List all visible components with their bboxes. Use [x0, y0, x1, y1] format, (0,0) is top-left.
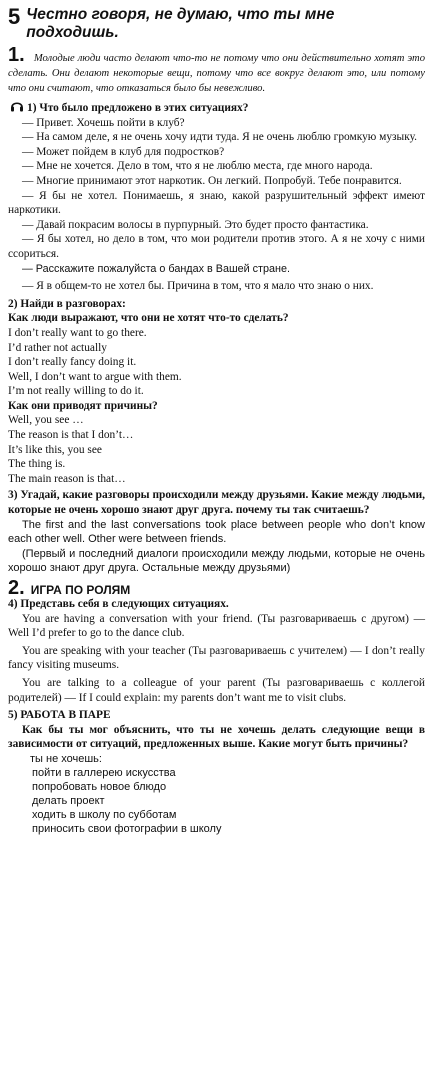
task-4-question: 4) Представь себя в следующих ситуациях.: [8, 598, 229, 610]
task-2-question-2: Как они приводят причины?: [8, 399, 158, 412]
dialogue-line: — Я бы не хотел. Понимаешь, я знаю, какой разрушительный эффект имеют наркотики.: [8, 189, 425, 217]
section-1-intro-text: Молодые люди часто делают что-то не потому что они действительно хотят это сделать. Они делают некоторые вещи, потому что все вокруг делают это, или потому что они считают, что отказаться было бы невежливо.: [8, 53, 425, 94]
phrase-item: I don’t really want to go there.: [8, 326, 147, 339]
section-2-title: ИГРА ПО РОЛЯМ: [30, 583, 131, 597]
phrase-item: Well, I don’t want to argue with them.: [8, 370, 182, 383]
task-1-question-row: [8, 100, 425, 116]
activity-item: делать проект: [32, 794, 105, 807]
dialogue-line: — Я бы хотел, но дело в том, что мои родители против этого. А я не хочу с ними ссориться.: [8, 233, 425, 260]
headphones-icon: [10, 100, 24, 112]
task-4-items: [8, 612, 425, 706]
situation-item: You are speaking with your teacher (Ты разговариваешь с учителем) — I don’t really fancy visiting museums.: [8, 644, 425, 672]
phrase-item: The thing is.: [8, 458, 66, 471]
section-1-intro: [8, 46, 425, 96]
activity-item: попробовать новое блюдо: [32, 780, 167, 793]
phrase-item: Well, you see …: [8, 414, 84, 427]
task-2-phrases-1: [8, 326, 425, 399]
section-2-number: 2.: [8, 577, 25, 599]
page: [0, 6, 431, 1072]
lesson-number: 5: [8, 4, 21, 29]
phrase-item: I’m not really willing to do it.: [8, 385, 144, 398]
task-2-question-1: Как люди выражают, что они не хотят что-то сделать?: [8, 312, 289, 325]
task-5-lead: ты не хочешь:: [30, 752, 102, 765]
task-1-dialogue: [8, 116, 425, 294]
task-5-items: [8, 766, 425, 836]
activity-item: ходить в школу по субботам: [32, 808, 177, 821]
phrase-item: The main reason is that…: [8, 472, 126, 485]
dialogue-line: — Многие принимают этот наркотик. Он легкий. Попробуй. Тебе понравится.: [22, 174, 402, 187]
dialogue-line: — Мне не хочется. Дело в том, что я не люблю места, где много народа.: [22, 160, 373, 173]
dialogue-line: — Может пойдем в клуб для подростков?: [22, 145, 225, 158]
activity-item: пойти в галлерею искусства: [32, 766, 176, 779]
section-1-intro-block: [8, 46, 425, 96]
situation-item: You are having a conversation with your friend. (Ты разговариваешь с другом) — Well I’d prefer to go to the dance club.: [8, 612, 425, 640]
task-2-heading: 2) Найди в разговорах:: [8, 297, 126, 310]
dialogue-line: — Я в общем-то не хотел бы. Причина в том, что я мало что знаю о них.: [22, 280, 374, 293]
dialogue-line: — На самом деле, я не очень хочу идти туда. Я не очень люблю громкую музыку.: [22, 131, 417, 144]
phrase-item: It’s like this, you see: [8, 443, 102, 456]
phrase-item: The reason is that I don’t…: [8, 429, 134, 442]
activity-item: приносить свои фотографии в школу: [32, 822, 222, 835]
section-1-number: 1.: [8, 44, 25, 66]
task-2-phrases-2: [8, 413, 425, 486]
task-1-question: 1) Что было предложено в этих ситуациях?: [27, 102, 249, 114]
phrase-item: I don’t really fancy doing it.: [8, 356, 137, 369]
task-3-answer-en: The first and the last conversations took place between people who don’t know each other well. Other were between friends.: [8, 518, 425, 546]
task-3-answer-ru: (Первый и последний диалоги происходили между людьми, которые не очень хорошо знают друг друга. Остальные между друзьями): [8, 547, 425, 575]
dialogue-line: — Привет. Хочешь пойти в клуб?: [22, 116, 185, 129]
lesson-title-row: [8, 6, 425, 42]
dialogue-line: — Давай покрасим волосы в пурпурный. Это будет просто фантастика.: [22, 218, 369, 231]
task-5-heading: 5) РАБОТА В ПАРЕ: [8, 709, 111, 722]
lesson-title: Честно говоря, не думаю, что ты мне подходишь.: [26, 6, 335, 41]
dialogue-line: — Расскажите пожалуйста о бандах в Вашей стране.: [22, 262, 290, 275]
task-3-question: 3) Угадай, какие разговоры происходили между друзьями. Какие между людьми, которые не очень хорошо знают друг друга. почему ты так считаешь?: [8, 489, 425, 517]
task-5-question: Как бы ты мог объяснить, что ты не хочешь делать следующие вещи в зависимости от ситуаций, предложенных выше. Какие могут быть причины?: [8, 723, 425, 751]
situation-item: You are talking to a colleague of your parent (Ты разговариваешь с коллегой родителей) — If I could explain: my parents don’t want me to visit clubs.: [8, 676, 425, 704]
section-2-heading: [8, 579, 425, 597]
phrase-item: I’d rather not actually: [8, 341, 107, 354]
